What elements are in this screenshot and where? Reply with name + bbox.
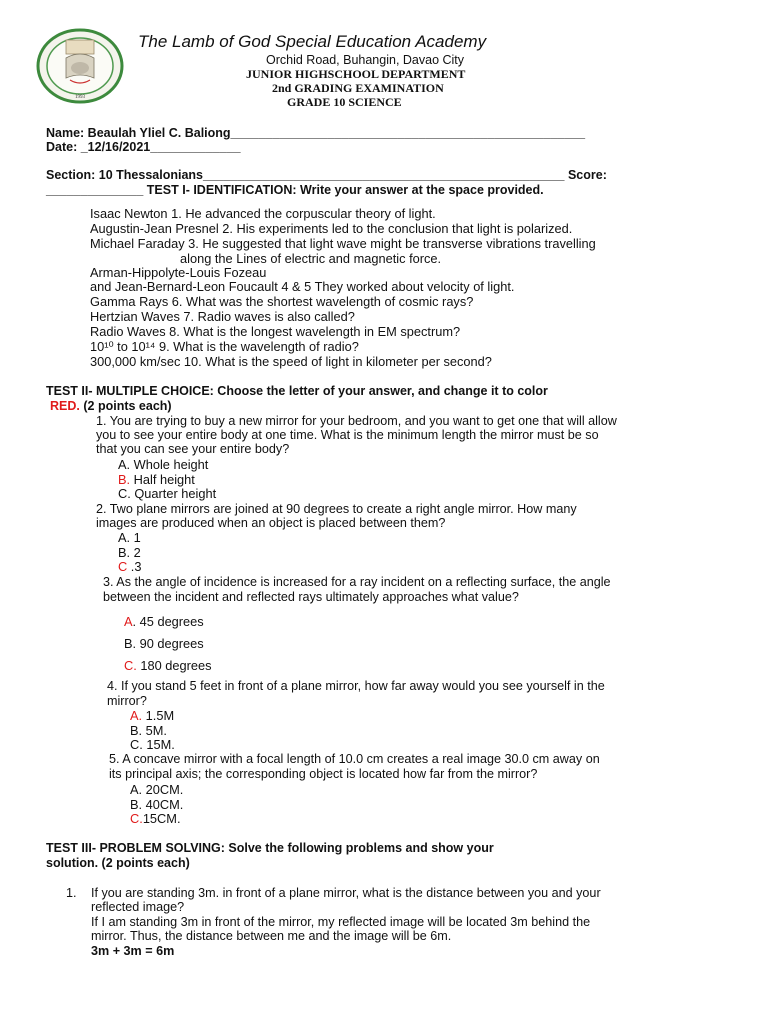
- test1-item: 300,000 km/sec 10. What is the speed of light in kilometer per second?: [90, 354, 492, 369]
- test1-item: and Jean-Bernard-Leon Foucault 4 & 5 They worked about velocity of light.: [90, 279, 515, 294]
- choice-letter: B.: [118, 472, 131, 487]
- solution-answer: 3m + 3m = 6m: [91, 944, 175, 958]
- date-line: Date: _12/16/2021_____________: [46, 140, 241, 154]
- test2-heading: TEST II- MULTIPLE CHOICE: Choose the letter of your answer, and change it to color: [46, 384, 548, 398]
- choice-selected: [118, 472, 195, 487]
- question-text: mirror?: [107, 694, 147, 708]
- subject-label: GRADE 10 SCIENCE: [287, 95, 402, 109]
- choice-selected: [124, 614, 204, 629]
- school-seal-logo: [36, 28, 124, 104]
- test1-item: Hertzian Waves 7. Radio waves is also called?: [90, 309, 355, 324]
- choice-letter: C: [118, 559, 128, 574]
- choice-text: . 45 degrees: [132, 614, 204, 629]
- question-text: images are produced when an object is placed between them?: [96, 516, 446, 530]
- department-label: JUNIOR HIGHSCHOOL DEPARTMENT: [246, 67, 466, 81]
- test3-heading: TEST III- PROBLEM SOLVING: Solve the following problems and show your: [46, 841, 494, 855]
- red-word: RED.: [50, 399, 80, 413]
- choice-letter: A: [124, 614, 133, 629]
- choice-selected: [118, 559, 141, 574]
- problem-text: reflected image?: [91, 900, 185, 914]
- solution-text: If I am standing 3m in front of the mirror, my reflected image will be located 3m behind the: [91, 915, 591, 929]
- school-address: Orchid Road, Buhangin, Davao City: [266, 53, 465, 67]
- choice: C. 15M.: [130, 737, 175, 752]
- test1-item: Gamma Rays 6. What was the shortest wavelength of cosmic rays?: [90, 294, 474, 309]
- test1-item: Radio Waves 8. What is the longest wavelength in EM spectrum?: [90, 324, 461, 339]
- question-text: 4. If you stand 5 feet in front of a plane mirror, how far away would you see yourself in the: [107, 679, 605, 693]
- choice-letter: C.: [124, 658, 137, 673]
- test3-heading-line2: solution. (2 points each): [46, 856, 190, 870]
- question-text: 5. A concave mirror with a focal length of 10.0 cm creates a real image 30.0 cm away on: [109, 752, 600, 766]
- exam-label: 2nd GRADING EXAMINATION: [272, 81, 444, 95]
- choice: A. 1: [118, 530, 141, 545]
- question-text: that you can see your entire body?: [96, 442, 290, 456]
- choice: B. 2: [118, 545, 141, 560]
- choice: B. 90 degrees: [124, 636, 204, 651]
- test1-item: Isaac Newton 1. He advanced the corpuscular theory of light.: [90, 206, 436, 221]
- section-line: Section: 10 Thessalonians____________________________________________________ Score:: [46, 168, 607, 182]
- problem-number: 1.: [66, 886, 77, 900]
- choice-selected: [130, 811, 181, 826]
- choice-letter: A.: [130, 708, 143, 723]
- test1-item: along the Lines of electric and magnetic force.: [180, 251, 442, 266]
- test1-item: Michael Faraday 3. He suggested that light wave might be transverse vibrations travelling: [90, 236, 596, 251]
- test1-item: Augustin-Jean Presnel 2. His experiments led to the conclusion that light is polarized.: [90, 221, 573, 236]
- problem-text: If you are standing 3m. in front of a plane mirror, what is the distance between you and your: [91, 886, 601, 900]
- choice-text: .3: [127, 559, 142, 574]
- solution-text: mirror. Thus, the distance between me and the image will be 6m.: [91, 929, 452, 943]
- choice-text: Half height: [130, 472, 195, 487]
- question-text: 1. You are trying to buy a new mirror for your bedroom, and you want to get one that will allow: [96, 414, 617, 428]
- choice: B. 5M.: [130, 723, 167, 738]
- question-text: you to see your entire body at one time. What is the minimum length the mirror must be so: [96, 428, 599, 442]
- test1-heading: ______________ TEST I- IDENTIFICATION: Write your answer at the space provided.: [46, 183, 544, 197]
- choice-text: 15CM.: [142, 811, 181, 826]
- test1-item: 10¹⁰ to 10¹⁴ 9. What is the wavelength of radio?: [90, 339, 359, 354]
- student-name-line: Name: Beaulah Yliel C. Baliong___________________________________________________: [46, 126, 586, 140]
- question-text: between the incident and reflected rays ultimately approaches what value?: [103, 590, 519, 604]
- choice-selected: [130, 708, 174, 723]
- test1-item: Arman-Hippolyte-Louis Fozeau: [90, 265, 267, 280]
- choice: B. 40CM.: [130, 797, 184, 812]
- question-text: 3. As the angle of incidence is increased for a ray incident on a reflecting surface, the angle: [103, 575, 611, 589]
- question-text: 2. Two plane mirrors are joined at 90 degrees to create a right angle mirror. How many: [96, 502, 577, 516]
- choice-text: 1.5M: [142, 708, 175, 723]
- choice-letter: C.: [130, 811, 143, 826]
- svg-text:1993: 1993: [75, 95, 85, 100]
- choice-selected: [124, 658, 212, 673]
- test2-points-line: [50, 399, 172, 413]
- choice: A. 20CM.: [130, 782, 184, 797]
- choice-text: 180 degrees: [136, 658, 212, 673]
- question-text: its principal axis; the corresponding object is located how far from the mirror?: [109, 767, 538, 781]
- test2-points: (2 points each): [83, 399, 172, 413]
- choice: A. Whole height: [118, 457, 209, 472]
- school-name: The Lamb of God Special Education Academy: [138, 32, 487, 51]
- choice: C. Quarter height: [118, 486, 217, 501]
